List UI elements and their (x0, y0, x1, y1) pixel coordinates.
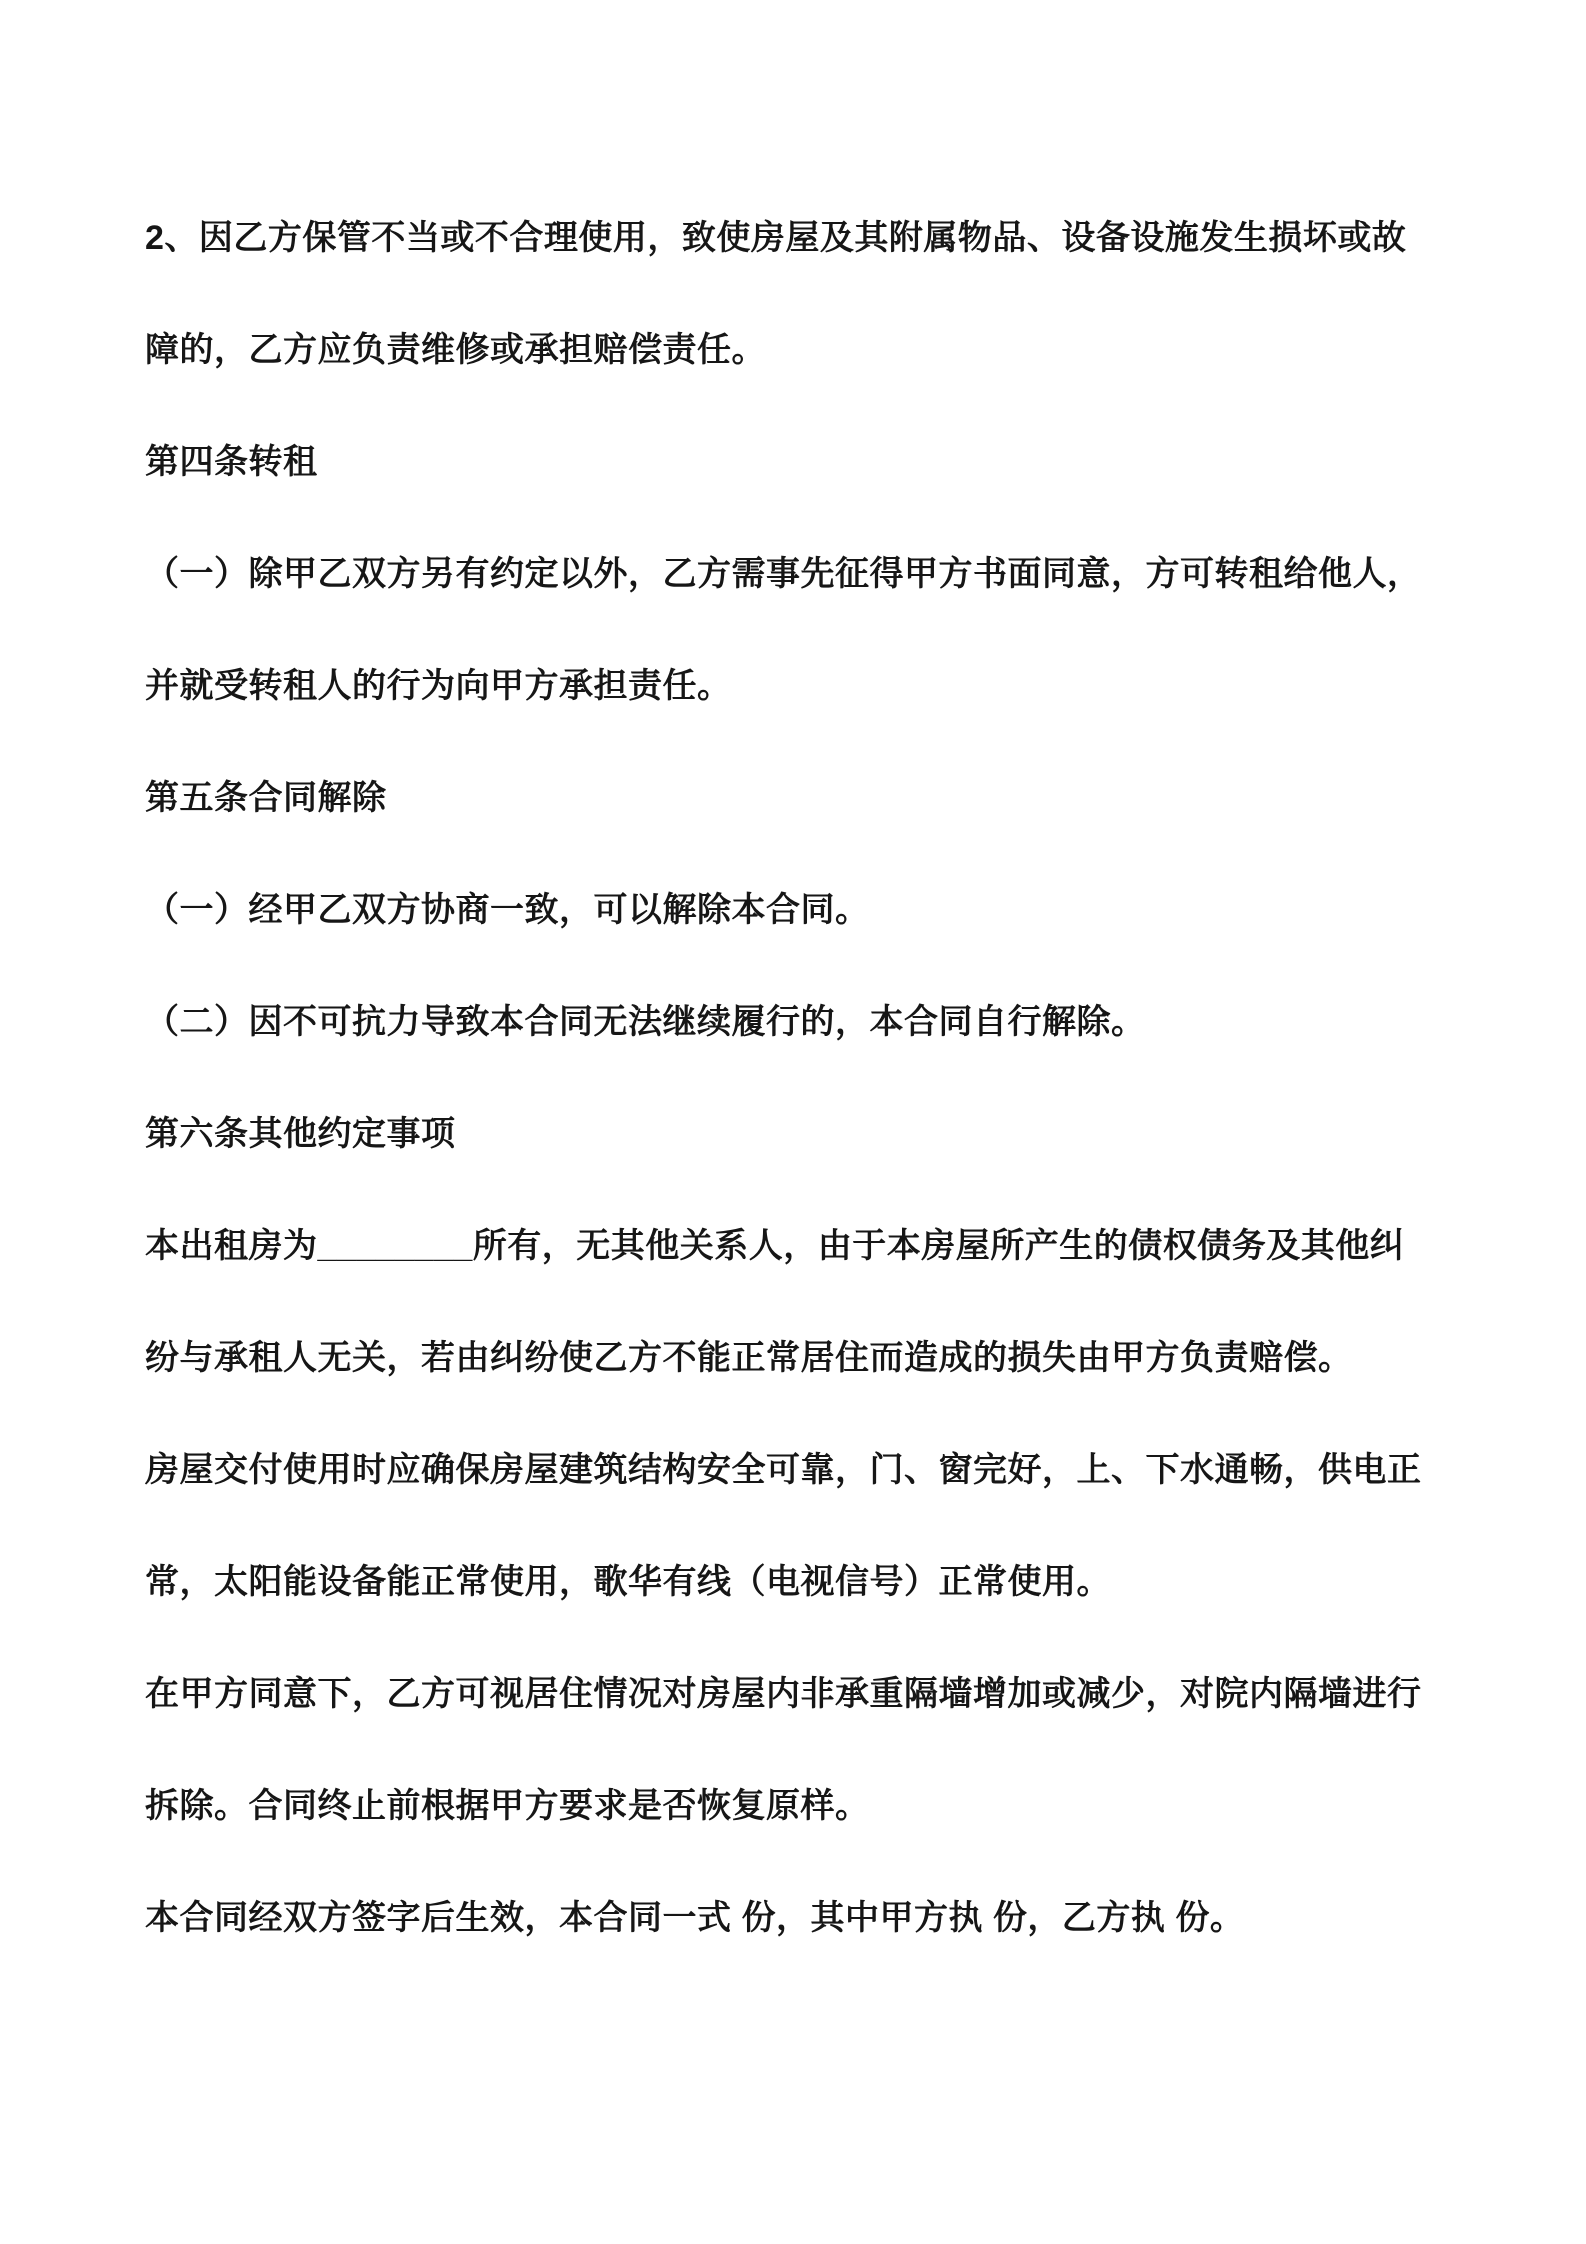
section-heading-article-5: 第五条合同解除 (145, 779, 387, 817)
paragraph-line: （一）除甲乙双方另有约定以外，乙方需事先征得甲方书面同意，方可转租给他人， (145, 555, 1422, 593)
paragraph-line-with-blank-field: 本出租房为________所有，无其他关系人，由于本房屋所产生的债权债务及其他纠 (145, 1227, 1405, 1265)
paragraph-line: （一）经甲乙双方协商一致，可以解除本合同。 (145, 891, 870, 929)
paragraph-line: 在甲方同意下，乙方可视居住情况对房屋内非承重隔墙增加或减少，对院内隔墙进行 (145, 1675, 1422, 1713)
section-heading-article-6: 第六条其他约定事项 (145, 1115, 456, 1153)
paragraph-line: 纷与承租人无关，若由纠纷使乙方不能正常居住而造成的损失由甲方负责赔偿。 (145, 1339, 1353, 1377)
paragraph-line: 障的，乙方应负责维修或承担赔偿责任。 (145, 331, 766, 369)
paragraph-line: 房屋交付使用时应确保房屋建筑结构安全可靠，门、窗完好，上、下水通畅，供电正 (145, 1451, 1422, 1489)
paragraph-line: 并就受转租人的行为向甲方承担责任。 (145, 667, 732, 705)
section-heading-article-4: 第四条转租 (145, 443, 318, 481)
paragraph-line: 拆除。合同终止前根据甲方要求是否恢复原样。 (145, 1787, 870, 1825)
paragraph-line: 2、因乙方保管不当或不合理使用，致使房屋及其附属物品、设备设施发生损坏或故 (145, 219, 1407, 257)
paragraph-line: 常，太阳能设备能正常使用，歌华有线（电视信号）正常使用。 (145, 1563, 1111, 1601)
paragraph-line: （二）因不可抗力导致本合同无法继续履行的，本合同自行解除。 (145, 1003, 1146, 1041)
paragraph-line: 本合同经双方签字后生效，本合同一式 份，其中甲方执 份，乙方执 份。 (145, 1899, 1245, 1937)
